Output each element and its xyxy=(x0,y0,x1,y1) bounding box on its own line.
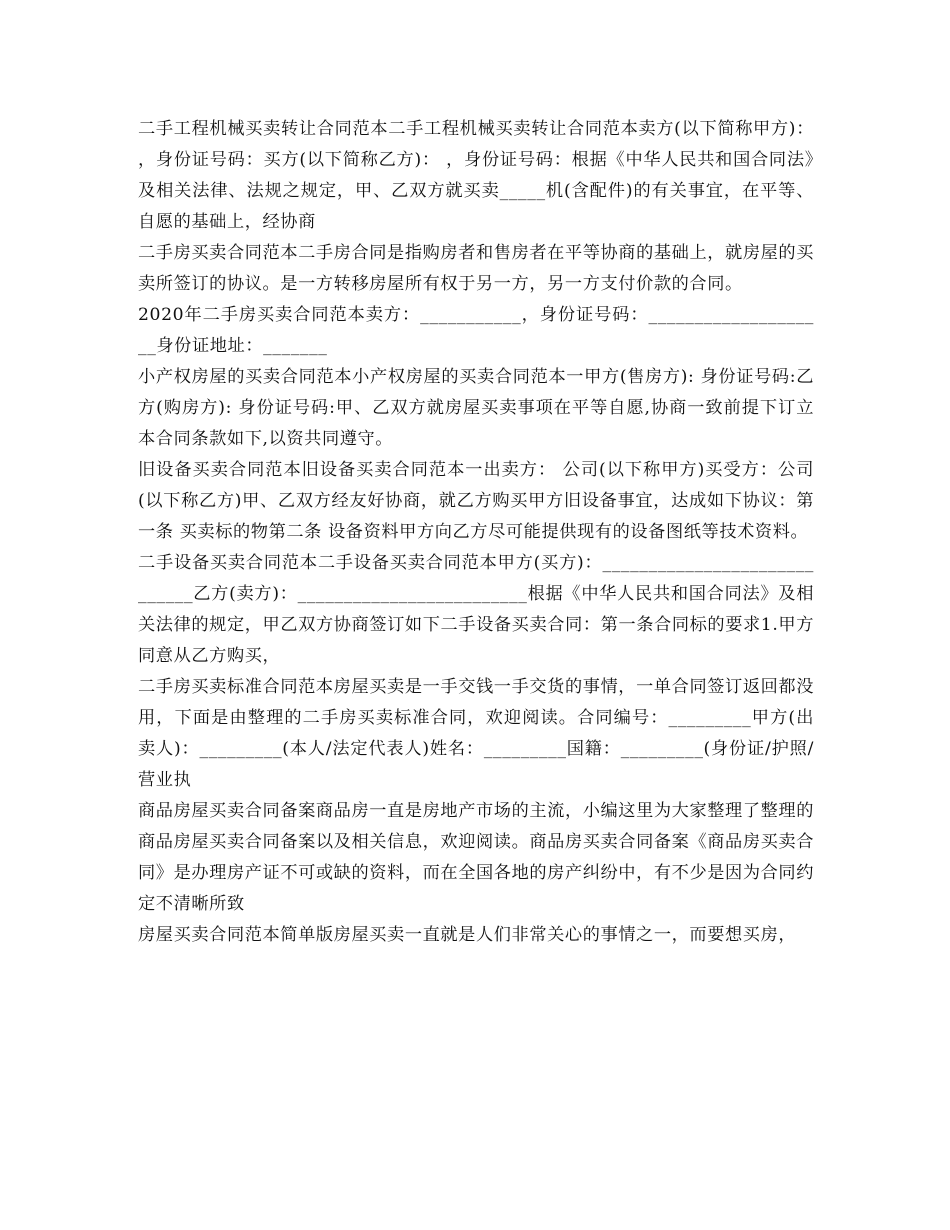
paragraph-simple-house-contract: 房屋买卖合同范本简单版房屋买卖一直就是人们非常关心的事情之一，而要想买房， xyxy=(138,925,797,945)
document-body xyxy=(138,114,814,951)
paragraph-house-standard-contract: 二手房买卖标准合同范本房屋买卖是一手交钱一手交货的事情，一单合同签订返回都没用，下面是由整理的二手房买卖标准合同，欢迎阅读。合同编号：_________甲方(出卖人)：_________(本人/法定代表人)姓名：_________国籍：_________(身份证/护照/营业执 xyxy=(138,677,814,790)
paragraph-2020-house-contract: 2020年二手房买卖合同范本卖方：___________，身份证号码：____________________身份证地址：_______ xyxy=(138,305,814,356)
paragraph-commercial-house-filing: 商品房屋买卖合同备案商品房一直是房地产市场的主流，小编这里为大家整理了整理的商品房屋买卖合同备案以及相关信息，欢迎阅读。商品房买卖合同备案《商品房买卖合同》是办理房产证不可或缺的资料，而在全国各地的房产纠纷中，有不少是因为合同约定不清晰所致 xyxy=(138,801,814,914)
paragraph-small-property-house-contract: 小产权房屋的买卖合同范本小产权房屋的买卖合同范本一甲方(售房方): 身份证号码:乙方(购房方): 身份证号码:甲、乙双方就房屋买卖事项在平等自愿,协商一致前提下订立本合同条款如下,以资共同遵守。 xyxy=(138,367,814,449)
paragraph-old-equipment-contract: 旧设备买卖合同范本旧设备买卖合同范本一出卖方： 公司(以下称甲方)买受方：公司(以下称乙方)甲、乙双方经友好协商，就乙方购买甲方旧设备事宜，达成如下协议：第一条 买卖标的物第二条 设备资料甲方向乙方尽可能提供现有的设备图纸等技术资料。 xyxy=(138,460,814,542)
paragraph-second-hand-equipment-contract: 二手设备买卖合同范本二手设备买卖合同范本甲方(买方)：_____________________________乙方(卖方)：_________________________根据《中华人民共和国合同法》及相关法律的规定，甲乙双方协商签订如下二手设备买卖合同：第一条合同标的要求1.甲方同意从乙方购买， xyxy=(138,553,814,666)
paragraph-second-hand-house-contract: 二手房买卖合同范本二手房合同是指购房者和售房者在平等协商的基础上，就房屋的买卖所签订的协议。是一方转移房屋所有权于另一方，另一方支付价款的合同。 xyxy=(138,243,814,294)
paragraph-used-machinery-contract: 二手工程机械买卖转让合同范本二手工程机械买卖转让合同范本卖方(以下简称甲方)： ，身份证号码：买方(以下简称乙方)： ，身份证号码：根据《中华人民共和国合同法》及相关法律、法规之规定，甲、乙双方就买卖_____机(含配件)的有关事宜，在平等、自愿的基础上，经协商 xyxy=(138,119,814,232)
